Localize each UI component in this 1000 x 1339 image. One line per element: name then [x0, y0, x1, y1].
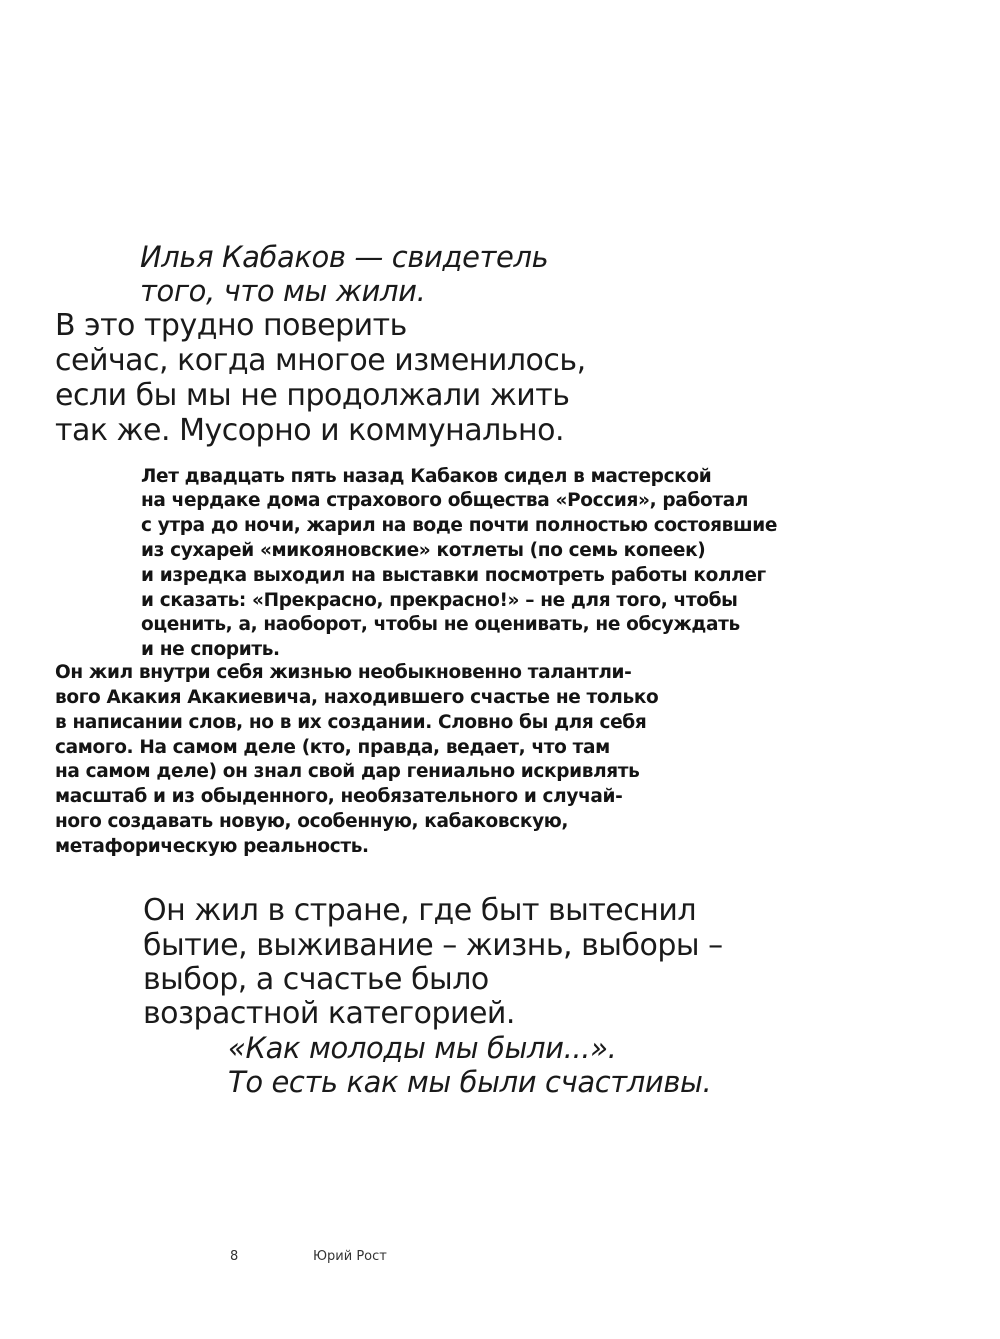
closing-quote-line: То есть как мы были счастливы. — [228, 1065, 712, 1099]
paragraph2-line: метафорическую реальность. — [55, 836, 369, 857]
paragraph1-line: и не спорить. — [141, 639, 280, 660]
paragraph2-line: самого. На самом деле (кто, правда, ведает, что там — [55, 737, 610, 758]
page-number: 8 — [230, 1249, 239, 1264]
closing-line: Он жил в стране, где быт вытеснил — [143, 893, 697, 928]
paragraph1-line: с утра до ночи, жарил на воде почти полностью состоявшие — [141, 515, 778, 536]
paragraph2-line: ного создавать новую, особенную, кабаковскую, — [55, 811, 569, 832]
paragraph2-line: в написании слов, но в их создании. Словно бы для себя — [55, 712, 647, 733]
closing-quote-line: «Как молоды мы были...». — [228, 1031, 617, 1065]
closing-line: выбор, а счастье было — [143, 962, 489, 997]
paragraph2-line: на самом деле) он знал свой дар гениально искривлять — [55, 761, 640, 782]
paragraph1-line: Лет двадцать пять назад Кабаков сидел в мастерской — [141, 466, 712, 487]
paragraph2-line: вого Акакия Акакиевича, находившего счастье не только — [55, 687, 659, 708]
lead-line: В это трудно поверить — [55, 308, 407, 343]
paragraph2-line: масштаб и из обыденного, необязательного и случай- — [55, 786, 623, 807]
paragraph1-line: на чердаке дома страхового общества «Россия», работал — [141, 490, 749, 511]
paragraph1-line: оценить, а, наоборот, чтобы не оценивать, не обсуждать — [141, 614, 740, 635]
paragraph1-line: из сухарей «микояновские» котлеты (по семь копеек) — [141, 540, 706, 561]
paragraph1-line: и изредка выходил на выставки посмотреть работы коллег — [141, 565, 766, 586]
paragraph2-line: Он жил внутри себя жизнью необыкновенно талантли- — [55, 662, 632, 683]
lead-line: так же. Мусорно и коммунально. — [55, 413, 564, 448]
running-author: Юрий Рост — [313, 1249, 387, 1264]
epigraph-line: того, что мы жили. — [140, 274, 426, 308]
lead-line: сейчас, когда многое изменилось, — [55, 343, 586, 378]
closing-line: возрастной категорией. — [143, 996, 515, 1031]
paragraph1-line: и сказать: «Прекрасно, прекрасно!» – не для того, чтобы — [141, 590, 738, 611]
lead-line: если бы мы не продолжали жить — [55, 378, 570, 413]
closing-line: бытие, выживание – жизнь, выборы – — [143, 928, 723, 963]
epigraph-line: Илья Кабаков — свидетель — [140, 240, 549, 274]
